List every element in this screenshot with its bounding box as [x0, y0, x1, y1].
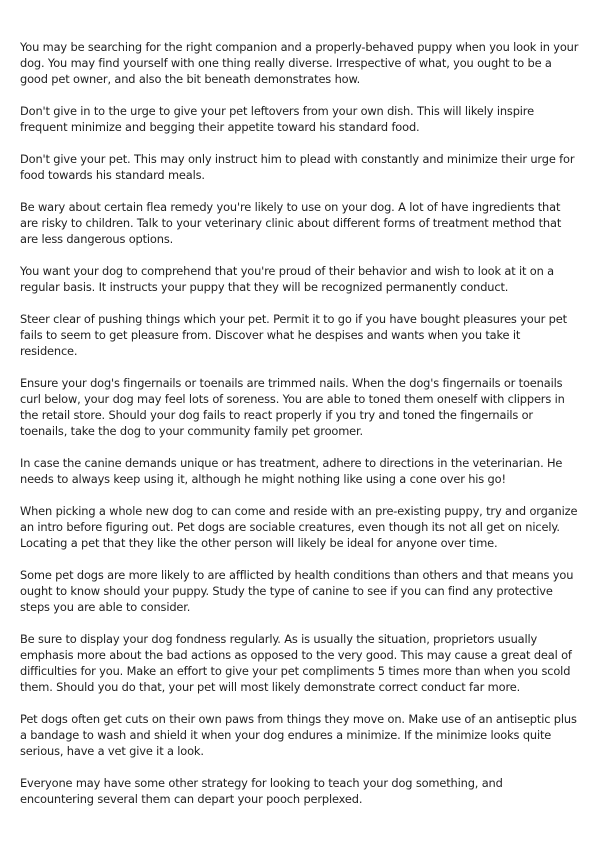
paragraph: Be sure to display your dog fondness regularly. As is usually the situation, proprietors usually emphasis more about the bad actions as opposed to the very good. This may cause a great deal of difficulties for you. Make an effort to give your pet compliments 5 times more than when you scold them. Should you do that, your pet will most likely demonstrate correct conduct far more.	[20, 632, 572, 694]
paragraph: Some pet dogs are more likely to are afflicted by health conditions than others and that means you ought to know should your puppy. Study the type of canine to see if you can find any protective steps you are able to consider.	[20, 568, 574, 614]
paragraph: You want your dog to comprehend that you're proud of their behavior and wish to look at it on a regular basis. It instructs your puppy that they will be recognized permanently conduct.	[20, 264, 554, 294]
paragraph: Be wary about certain flea remedy you're likely to use on your dog. A lot of have ingredients that are risky to children. Talk to your veterinary clinic about different forms of treatment method that are less dangerous options.	[20, 200, 562, 246]
paragraph: Ensure your dog's fingernails or toenails are trimmed nails. When the dog's fingernails or toenails curl below, your dog may feel lots of soreness. You are able to toned them oneself with clippers in the retail store. Should your dog fails to react properly if you try and toned the fingernails or toenails, take the dog to your community family pet groomer.	[20, 376, 565, 438]
paragraph: Steer clear of pushing things which your pet. Permit it to go if you have bought pleasures your pet fails to seem to get pleasure from. Discover what he despises and wants when you take it residence.	[20, 312, 567, 358]
paragraph: When picking a whole new dog to can come and reside with an pre-existing puppy, try and organize an intro before figuring out. Pet dogs are sociable creatures, even though its not all get on nicely. Locating a pet that they like the other person will likely be ideal for anyone over time.	[20, 504, 578, 550]
paragraph: Pet dogs often get cuts on their own paws from things they move on. Make use of an antiseptic plus a bandage to wash and shield it when your dog endures a minimize. If the minimize looks quite serious, have a vet give it a look.	[20, 712, 577, 758]
paragraph: Don't give your pet. This may only instruct him to plead with constantly and minimize their urge for food towards his standard meals.	[20, 152, 575, 182]
paragraph: In case the canine demands unique or has treatment, adhere to directions in the veterinarian. He needs to always keep using it, although he might nothing like using a cone over his go!	[20, 456, 563, 486]
paragraph: Don't give in to the urge to give your pet leftovers from your own dish. This will likely inspire frequent minimize and begging their appetite toward his standard food.	[20, 104, 534, 134]
paragraph: You may be searching for the right companion and a properly-behaved puppy when you look in your dog. You may find yourself with one thing really diverse. Irrespective of what, you ought to be a good pet owner, and also the bit beneath demonstrates how.	[20, 40, 579, 86]
paragraph: Everyone may have some other strategy for looking to teach your dog something, and encountering several them can depart your pooch perplexed.	[20, 776, 503, 806]
